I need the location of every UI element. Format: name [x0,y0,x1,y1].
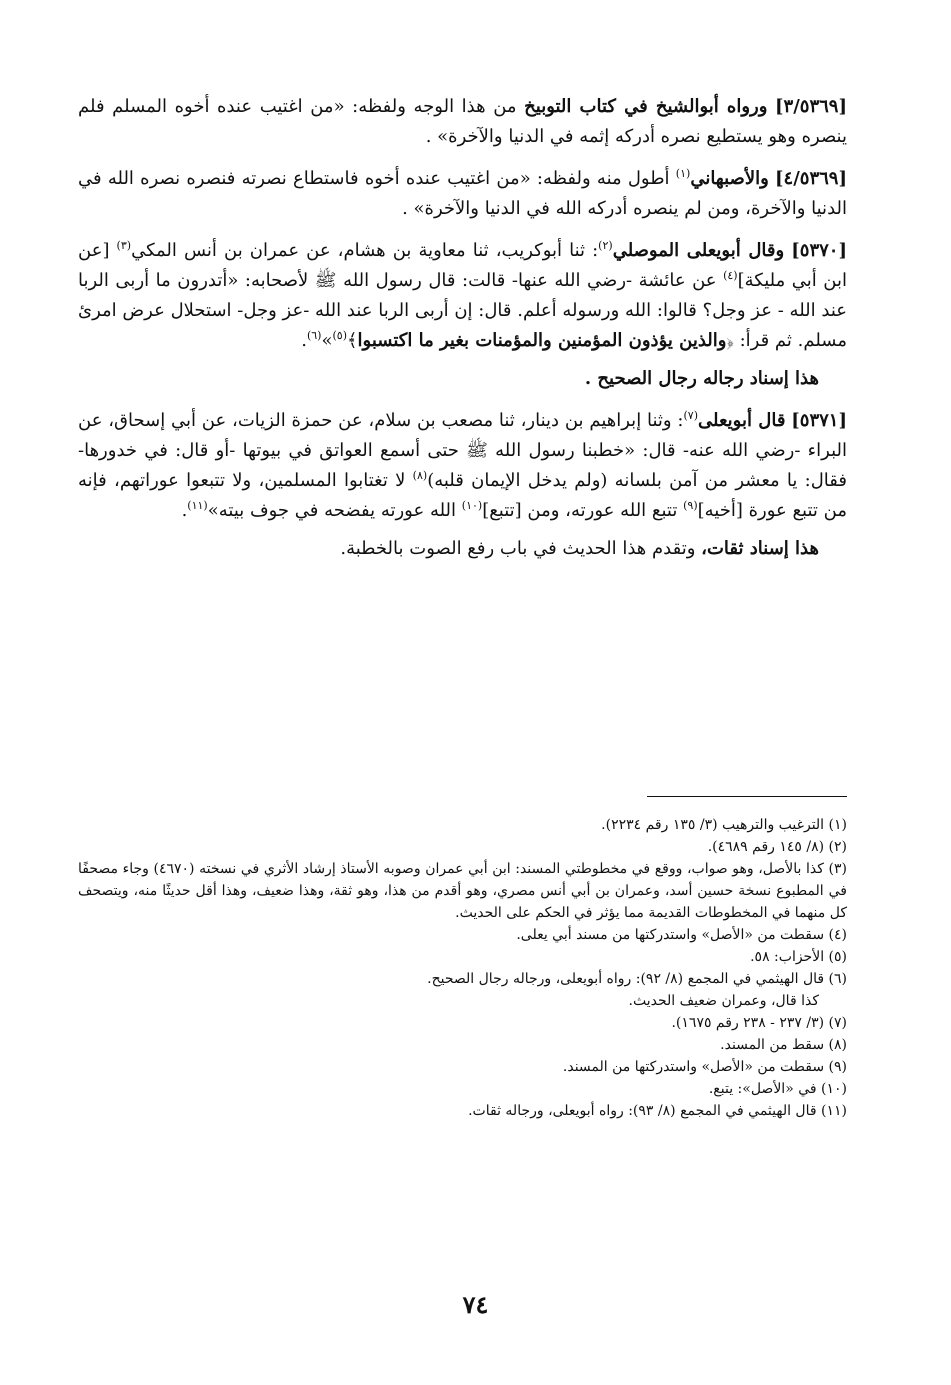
hadith-text: لا تغتابوا المسلمين، ولا تتبعوا عوراتهم، فإنه من تتبع عورة [أخيه] [78,470,847,521]
footnote-item: (٢) (٨/ ١٤٥ رقم ٤٦٨٩). [707,839,847,855]
hadith-5369-4 [78,164,847,224]
footnote-item: (٩) سقطت من «الأصل» واستدركتها من المسند. [562,1059,847,1075]
isnad-verdict [78,534,847,564]
footnote-marker: (٤) [723,269,738,282]
verdict-rest: وتقدم هذا الحديث في باب رفع الصوت بالخطبة. [340,538,702,559]
footnote-item: (٣) كذا بالأصل، وهو صواب، ووقع في مخطوطتي المسند: ابن أبي عمران وصوبه الأستاذ إرشاد الأثري في نسخته (٤٦٧٠) وجاء مصحفًا في المطبوع نسخة حسين أسد، وعمران بن أبي أنس مصري، وهو أقدم من هذا، وهو ثقة، وهذا ضعيف، وهذا أقل حديثًا منه، ويتصحف كل منهما في المخطوطات القديمة مما يؤثر في الحكم على الحديث. [78,861,848,921]
footnote-item: (٨) سقط من المسند. [720,1037,847,1053]
narrator-lead: وقال أبويعلى الموصلي [612,240,785,261]
footnote-marker: (١) [675,167,691,180]
ref-number: [٥٣٧١] [791,410,847,431]
footnote-continuation: كذا قال، وعمران ضعيف الحديث. [628,993,819,1009]
ref-number: [٤/٥٣٦٩] [775,168,847,189]
footnote-separator [647,796,847,797]
footnote-marker: (٣) [116,239,132,252]
ref-number: [٣/٥٣٦٩] [775,96,847,117]
narrator-lead: قال أبويعلى [697,410,786,431]
hadith-text: [عن ابن أبي مليكة] [78,240,847,291]
hadith-text: تتبع الله عورته، ومن [تتبع] [482,500,684,521]
footnote-item: (١١) قال الهيثمي في المجمع (٨/ ٩٣): رواه أبويعلى، ورجاله ثقات. [468,1103,847,1119]
hadith-text: أطول منه ولفظه: «من اغتيب عنده أخوه فاستطاع نصرته فنصره نصره الله في الدنيا والآخرة، ومن لم ينصره أدركه الله في الدنيا والآخرة» . [78,168,847,219]
verdict-text: هذا إسناد ثقات، [701,538,819,559]
hadith-text: » [321,330,333,351]
hadith-text: : ثنا أبوكريب، ثنا معاوية بن هشام، عن عمران بن أنس المكي [131,240,599,261]
footnote-marker: (١٠) [461,499,483,512]
footnote-marker: (٢) [598,239,613,252]
hadith-5371 [78,406,847,526]
footnote-item: (٥) الأحزاب: ٥٨. [750,949,847,965]
footnote-marker: (١١) [187,499,208,512]
footnote-item: (١٠) في «الأصل»: يتبع. [708,1081,847,1097]
page-body [78,92,847,1385]
hadith-text: ﴾ [347,330,358,351]
footnote-marker: (٦) [306,329,322,342]
footnote-marker: (٧) [683,409,698,422]
hadith-5369-3 [78,92,847,152]
footnote-marker: (٨) [412,469,428,482]
page-number: ٧٤ [462,1290,489,1319]
footnote-marker: (٥) [332,329,347,342]
hadith-text: الله عورته يفضحه في جوف بيته» [207,500,462,521]
footnote-item: (٦) قال الهيثمي في المجمع (٨/ ٩٢): رواه أبويعلى، ورجاله رجال الصحيح. [427,971,847,987]
footnote-marker: (٩) [683,499,698,512]
footnote-item: (٧) (٣/ ٢٣٧ - ٢٣٨ رقم ١٦٧٥). [671,1015,847,1031]
verdict-text: هذا إسناد رجاله رجال الصحيح . [584,368,819,389]
footnote-item: (٤) سقطت من «الأصل» واستدركتها من مسند أبي يعلى. [516,927,847,943]
hadith-text: عن عائشة -رضي الله عنها- قالت: قال رسول الله ﷺ لأصحابه: «أتدرون ما أربى الربا عند الله - عز وجل؟ قالوا: الله ورسوله أعلم. قال: إن أربى الربا عند الله -عز وجل- استحلال عرض امرئ مسلم. ثم قرأ: ﴿ [78,270,847,351]
narrator-lead: ورواه أبوالشيخ في كتاب التوبيخ [524,96,768,117]
quran-verse: والذين يؤذون المؤمنين والمؤمنات بغير ما اكتسبوا [357,330,727,351]
footnote-item: (١) الترغيب والترهيب (٣/ ١٣٥ رقم ٢٢٣٤). [601,817,847,833]
narrator-lead: والأصبهاني [690,168,769,189]
hadith-text: . [181,500,188,521]
hadith-text: من هذا الوجه ولفظه: «من اغتيب عنده أخوه المسلم فلم ينصره وهو يستطيع نصره أدركه إثمه في الدنيا والآخرة» . [78,96,847,147]
isnad-verdict [78,364,847,394]
hadith-5370 [78,236,847,356]
ref-number: [٥٣٧٠] [791,240,847,261]
hadith-text: . [301,330,307,351]
footnotes [78,814,847,1122]
hadith-text: : وثنا إبراهيم بن دينار، ثنا مصعب بن سلام، عن حمزة الزيات، عن أبي إسحاق، عن البراء -رضي الله عنه- قال: «خطبنا رسول الله ﷺ حتى أسمع العواتق في بيوتها -أو قال: في خدورها- فقال: يا معشر من آمن بلسانه (ولم يدخل الإيمان قلبه) [78,410,847,491]
